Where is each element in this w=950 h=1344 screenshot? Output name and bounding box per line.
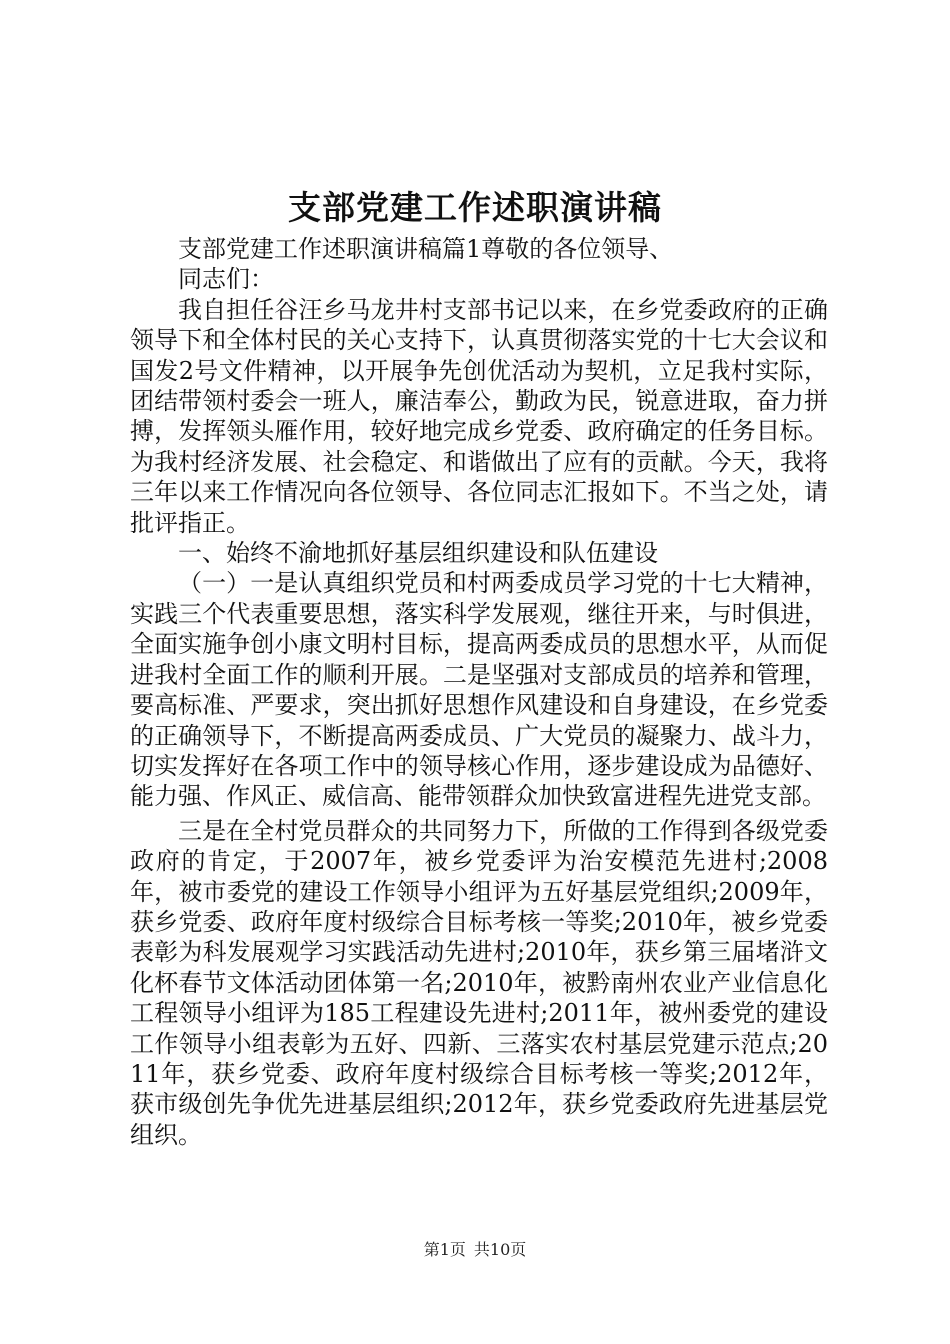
paragraph-salutation: 支部党建工作述职演讲稿篇1尊敬的各位领导、 bbox=[178, 235, 674, 263]
document-body bbox=[130, 234, 828, 1150]
page-number: 第1页 bbox=[423, 1240, 466, 1259]
document-title: 支部党建工作述职演讲稿 bbox=[288, 188, 662, 227]
paragraph-section-1-part-1: （一）一是认真组织党员和村两委成员学习党的十七大精神，实践三个代表重要思想，落实科学发展观，继往开来，与时俱进，全面实施争创小康文明村目标，提高两委成员的思想水平，从而促进我村全面工作的顺利开展。二是坚强对支部成员的培养和管理，要高标准、严要求，突出抓好思想作风建设和自身建设，在乡党委的正确领导下，不断提高两委成员、广大党员的凝聚力、战斗力，切实发挥好在各项工作中的领导核心作用，逐步建设成为品德好、能力强、作风正、威信高、能带领群众加快致富进程先进党支部。 bbox=[130, 569, 828, 811]
page-footer bbox=[0, 1240, 950, 1260]
paragraph-section-1-part-3: 三是在全村党员群众的共同努力下，所做的工作得到各级党委政府的肯定，于2007年，被乡党委评为治安模范先进村;2008年，被市委党的建设工作领导小组评为五好基层党组织;2009年，获乡党委、政府年度村级综合目标考核一等奖;2010年，被乡党委表彰为科发展观学习实践活动先进村;2010年，获乡第三届堵浒文化杯春节文体活动团体第一名;2010年，被黔南州农业产业信息化工程领导小组评为185工程建设先进村;2011年，被州委党的建设工作领导小组表彰为五好、四新、三落实农村基层党建示范点;2011年，获乡党委、政府年度村级综合目标考核一等奖;2012年，获市级创先争优先进基层组织;2012年，获乡党委政府先进基层党组织。 bbox=[130, 816, 828, 1149]
section-heading-1: 一、始终不渝地抓好基层组织建设和队伍建设 bbox=[178, 539, 658, 568]
paragraph-introduction: 我自担任谷汪乡马龙井村支部书记以来，在乡党委政府的正确领导下和全体村民的关心支持下，认真贯彻落实党的十七大会议和国发2号文件精神，以开展争先创优活动为契机，立足我村实际，团结带领村委会一班人，廉洁奉公，勤政为民，锐意进取，奋力拼搏，发挥领头雁作用，较好地完成乡党委、政府确定的任务目标。为我村经济发展、社会稳定、和谐做出了应有的贡献。今天，我将三年以来工作情况向各位领导、各位同志汇报如下。不当之处，请批评指正。 bbox=[130, 295, 828, 537]
paragraph-greeting: 同志们： bbox=[178, 265, 274, 294]
page-total: 共10页 bbox=[473, 1240, 527, 1259]
